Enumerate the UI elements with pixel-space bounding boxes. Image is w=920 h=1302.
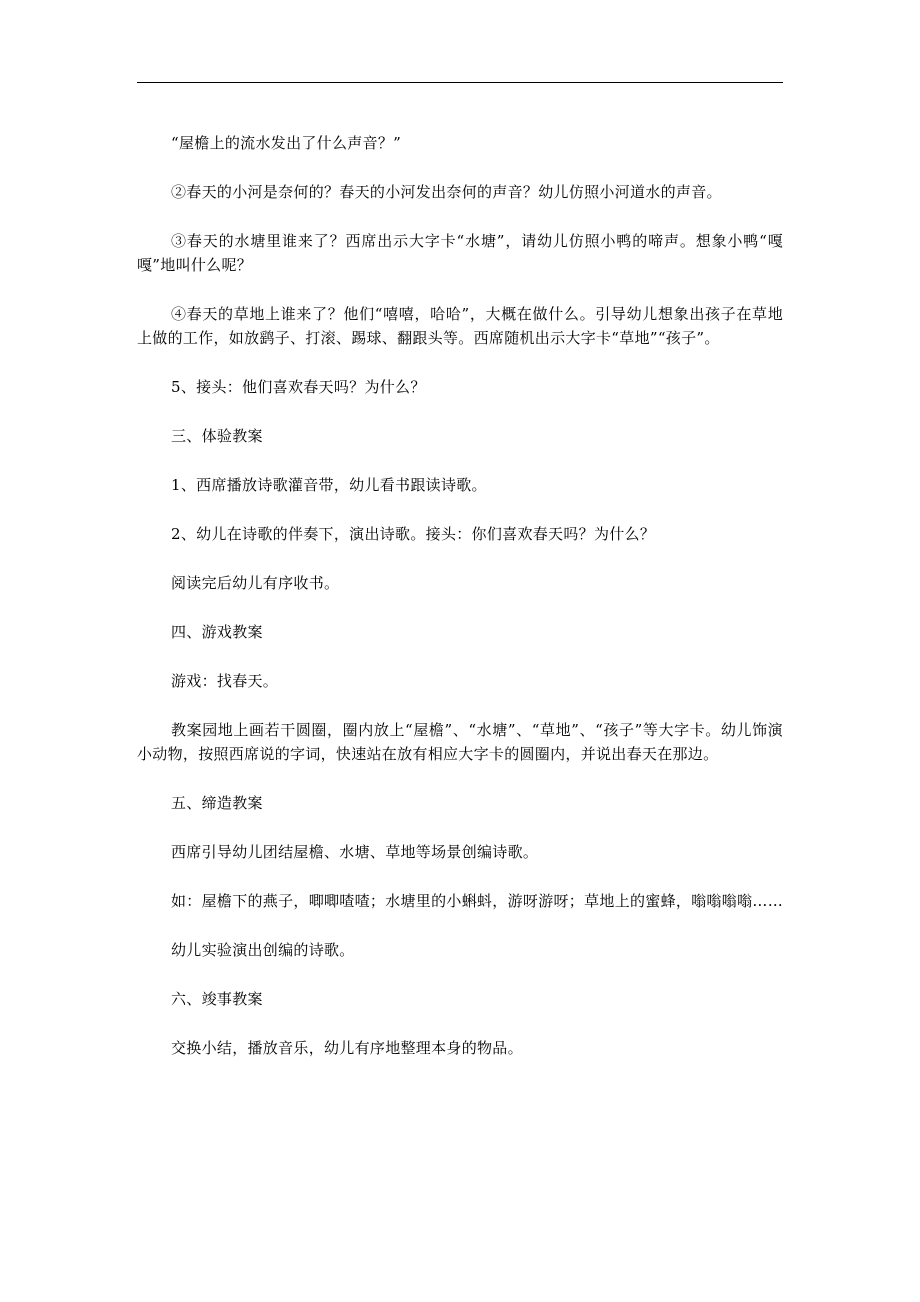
section-heading: 五、缔造教案: [171, 794, 263, 812]
paragraph: 2、幼儿在诗歌的伴奏下，演出诗歌。接头：你们喜欢春天吗？为什么？: [171, 525, 656, 543]
paragraph: 交换小结，播放音乐，幼儿有序地整理本身的物品。: [171, 1039, 523, 1057]
paragraph: 游戏：找春天。: [171, 672, 279, 690]
paragraph: “屋檐上的流水发出了什么声音？”: [171, 134, 402, 152]
document-body: [137, 131, 783, 1085]
section-heading: 六、竣事教案: [171, 990, 263, 1008]
paragraph: ④春天的草地上谁来了？他们“嘻嘻，哈哈”，大概在做什么。引导幼儿想象出孩子在草地上做的工作，如放鹞子、打滚、踢球、翻跟头等。西席随机出示大字卡“草地”“孩子”。: [137, 305, 783, 347]
paragraph: ②春天的小河是奈何的？春天的小河发出奈何的声音？幼儿仿照小河道水的声音。: [171, 183, 722, 201]
paragraph: 幼儿实验演出创编的诗歌。: [171, 941, 355, 959]
section-heading: 四、游戏教案: [171, 623, 263, 641]
paragraph: 西席引导幼儿团结屋檐、水塘、草地等场景创编诗歌。: [171, 843, 539, 861]
paragraph: 如：屋檐下的燕子，唧唧喳喳；水塘里的小蝌蚪，游呀游呀；草地上的蜜蜂，嗡嗡嗡嗡……: [171, 892, 784, 910]
paragraph: ③春天的水塘里谁来了？西席出示大字卡“水塘”，请幼儿仿照小鸭的啼声。想象小鸭“嘎嘎”地叫什么呢？: [137, 232, 783, 274]
paragraph: 1、西席播放诗歌灌音带，幼儿看书跟读诗歌。: [171, 476, 487, 494]
paragraph: 阅读完后幼儿有序收书。: [171, 574, 340, 592]
header-rule: [137, 82, 783, 83]
paragraph: 5、接头：他们喜欢春天吗？为什么？: [171, 378, 426, 396]
paragraph: 教案园地上画若干圆圈，圈内放上“屋檐”、“水塘”、“草地”、“孩子”等大字卡。幼儿饰演小动物，按照西席说的字词，快速站在放有相应大字卡的圆圈内，并说出春天在那边。: [137, 721, 783, 763]
section-heading: 三、体验教案: [171, 427, 263, 445]
